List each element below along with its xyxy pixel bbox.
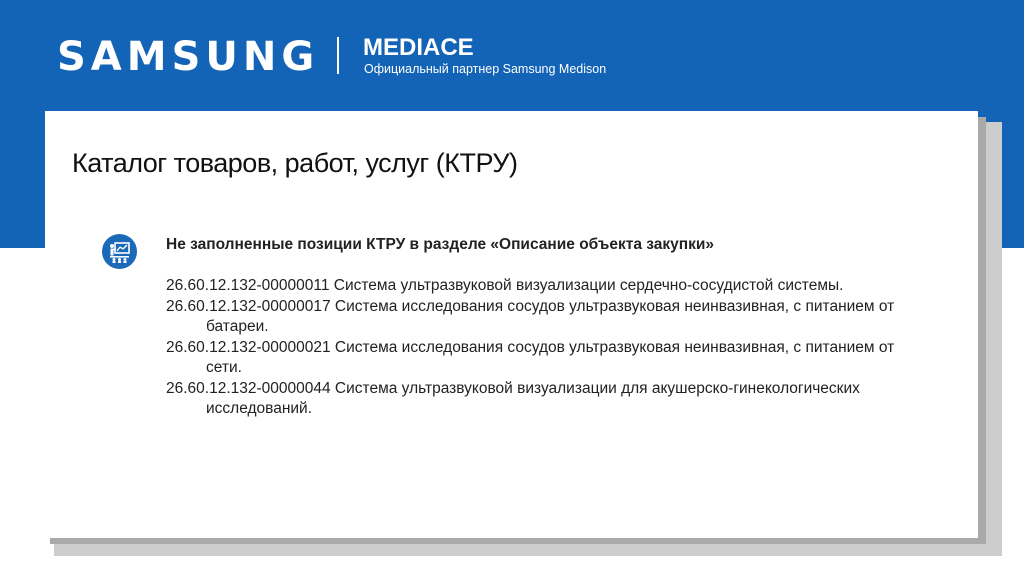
presentation-icon: [102, 234, 137, 269]
list-item: 26.60.12.132-00000017 Система исследования сосудов ультразвуковая неинвазивная, с питанием от батареи.: [166, 297, 895, 335]
content-card: [45, 111, 978, 538]
list-item: 26.60.12.132-00000011 Система ультразвуковой визуализации сердечно-сосудистой системы.: [166, 277, 844, 294]
brand-title: MEDIACE: [363, 34, 474, 61]
page-title: Каталог товаров, работ, услуг (КТРУ): [72, 148, 518, 178]
brand-subtitle: Официальный партнер Samsung Medison: [364, 62, 607, 76]
section-subheading: Не заполненные позиции КТРУ в разделе «Описание объекта закупки»: [166, 236, 715, 253]
list-item: 26.60.12.132-00000021 Система исследования сосудов ультразвуковая неинвазивная, с питанием от сети.: [166, 338, 895, 376]
logo-divider: [337, 37, 339, 74]
list-item: 26.60.12.132-00000044 Система ультразвуковой визуализации для акушерско-гинекологических исследований.: [166, 379, 860, 417]
ktru-list: [166, 276, 896, 420]
samsung-logo: SAMSUNG: [57, 34, 320, 80]
